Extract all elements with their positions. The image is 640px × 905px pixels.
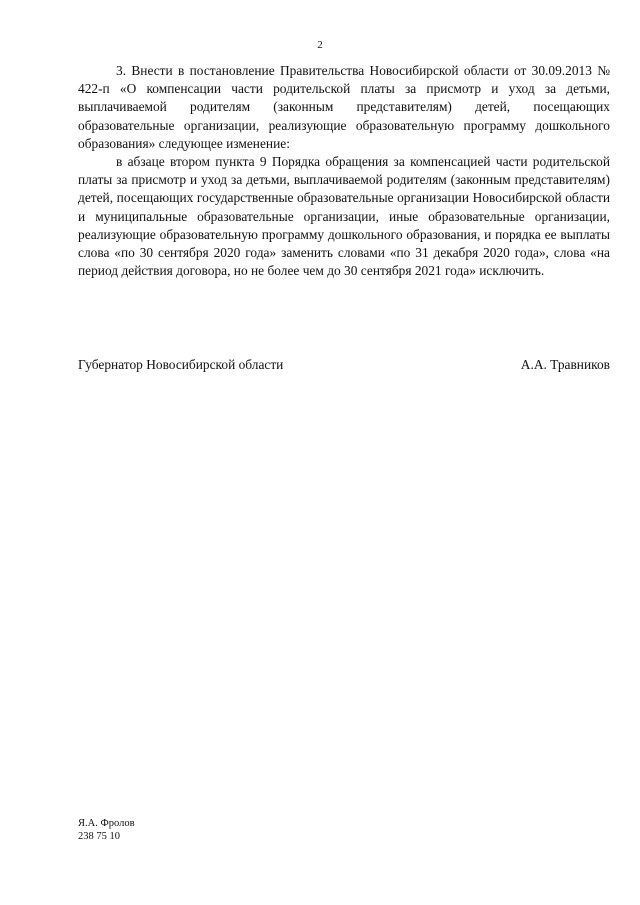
signature-block [78,356,610,374]
executor-phone: 238 75 10 [78,831,120,842]
executor-block [78,817,135,843]
page-number: 2 [317,39,323,51]
paragraph-amendment-detail: в абзаце втором пункта 9 Порядка обращения за компенсацией части родительской платы за присмотр и уход за детьми, выплачиваемой родителям (законным представителям) детей, посещающих государственные образовательные организации Новосибирской области и муниципальные образовательные организации, иные образовательные организации, реализующие образовательную программу дошкольного образования, и порядка ее выплаты слова «по 30 сентября 2020 года» заменить словами «по 31 декабря 2020 года», слова «на период действия договора, но не более чем до 30 сентября 2021 года» исключить. [78,154,610,279]
signatory-name: А.А. Травников [520,357,610,372]
executor-name: Я.А. Фролов [78,818,135,829]
paragraph-amendment-intro: 3. Внести в постановление Правительства Новосибирской области от 30.09.2013 № 422-п «О компенсации части родительской платы за присмотр и уход за детьми, выплачиваемой родителям (законным представителям) детей, посещающих образовательные организации, реализующие образовательную программу дошкольного образования» следующее изменение: [78,63,610,151]
document-body [78,62,610,280]
signatory-position: Губернатор Новосибирской области [78,357,284,372]
